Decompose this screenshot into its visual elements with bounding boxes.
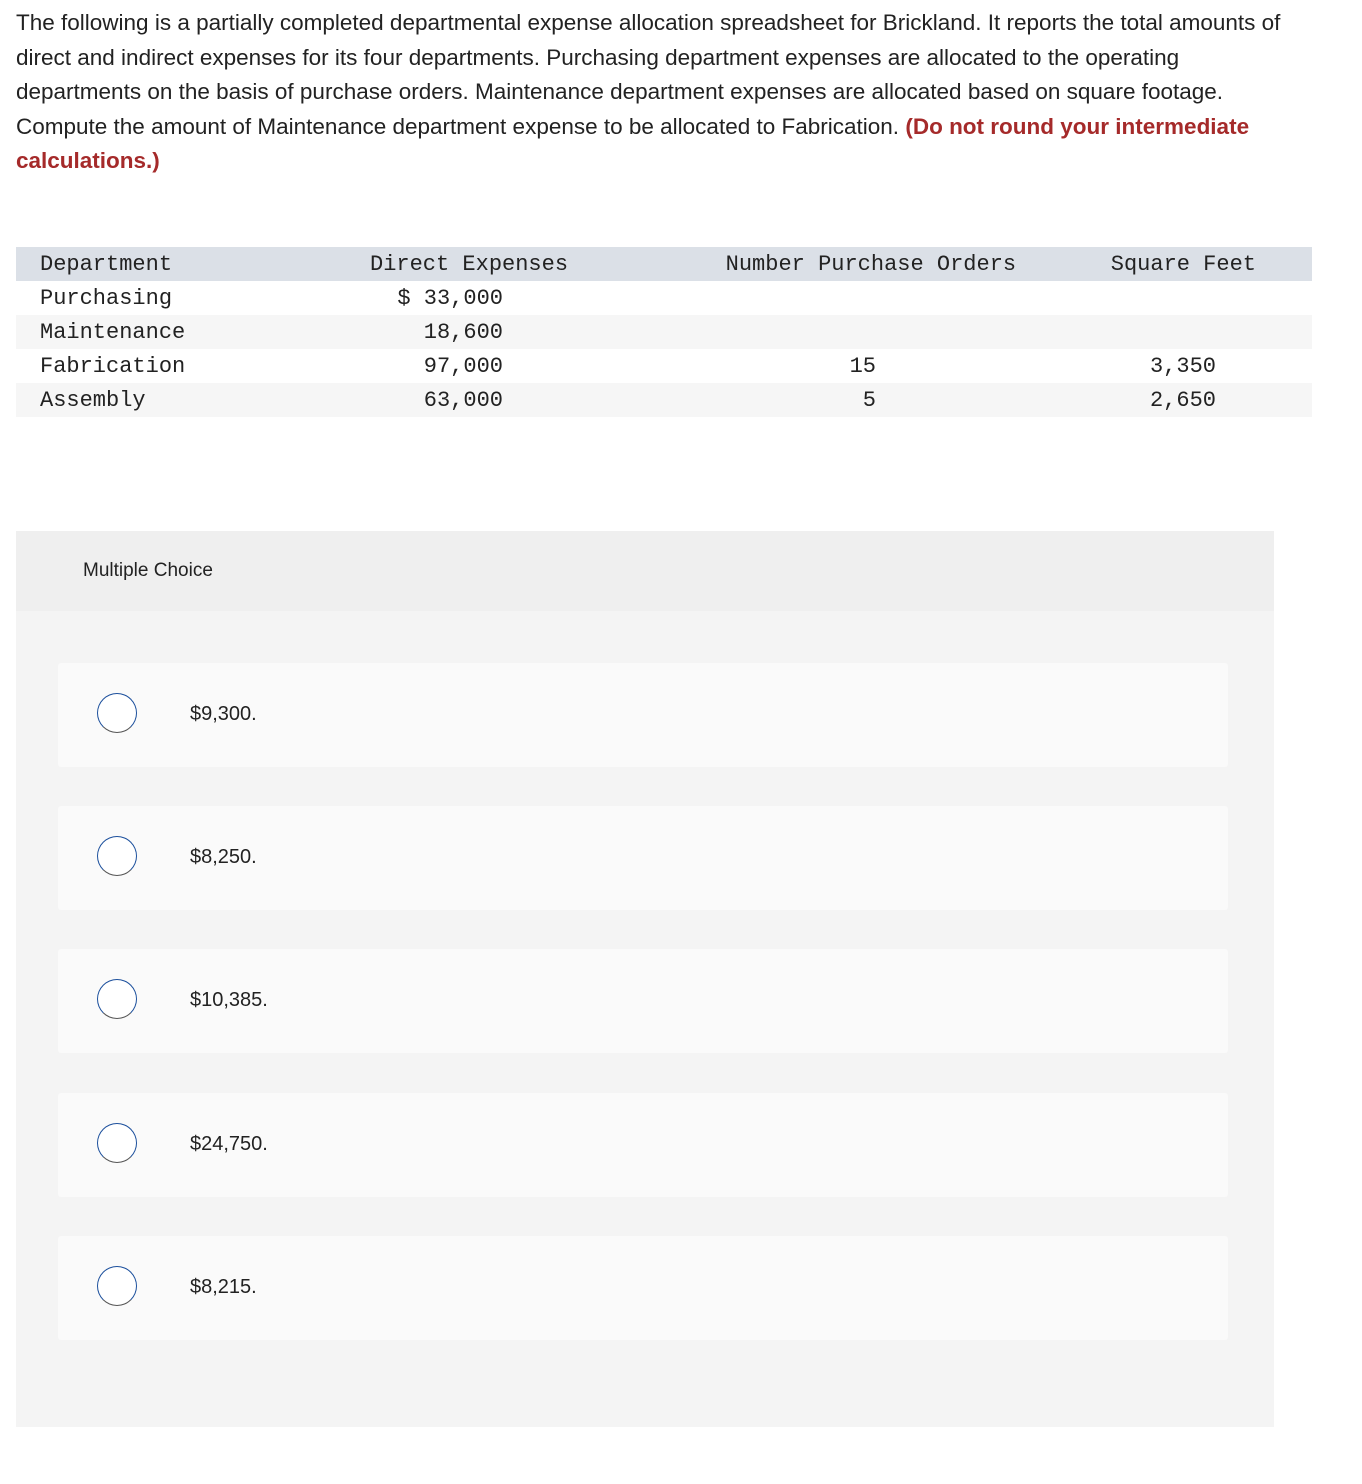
- question-body: The following is a partially completed departmental expense allocation spreadsheet for Brickland. It reports the total amounts of direct and indirect expenses for its four departments. Purchasing department expenses are allocated to the operating departments on the basis of purchase orders. Maintenance department expenses are allocated based on square footage. Compute the amount of Maintenance department expense to be allocated to Fabrication.: [16, 10, 1281, 139]
- choice-label: $9,300.: [190, 703, 257, 725]
- choice-label: $8,250.: [190, 846, 257, 868]
- multiple-choice-header: [16, 531, 1274, 611]
- choice-option-3[interactable]: [58, 949, 1228, 1053]
- direct-expenses-value: 97,000: [423, 353, 503, 379]
- question-text: [16, 6, 1306, 179]
- question-emphasis: (Do not round your intermediate calculations.): [16, 113, 1250, 173]
- radio-button[interactable]: [97, 836, 137, 876]
- table-row: [16, 349, 1312, 383]
- cell-department: Purchasing: [40, 285, 173, 311]
- header-department: Department: [40, 251, 173, 277]
- choice-option-2[interactable]: [58, 806, 1228, 910]
- cell-purchase-orders: [686, 281, 1056, 315]
- cell-purchase-orders: [686, 349, 1056, 383]
- cell-square-feet: 2,650: [1149, 387, 1216, 413]
- direct-expenses-value: 18,600: [423, 319, 503, 345]
- radio-button[interactable]: [97, 693, 137, 733]
- expense-table: [16, 247, 1312, 417]
- choice-label: $8,215.: [190, 1276, 257, 1298]
- multiple-choice-title: Multiple Choice: [83, 560, 213, 581]
- multiple-choice-panel: [16, 531, 1274, 1427]
- cell-direct-expenses: [340, 315, 686, 349]
- direct-expenses-value: 63,000: [423, 387, 503, 413]
- table-header-row: [16, 247, 1312, 281]
- header-square-feet: Square Feet: [1110, 251, 1256, 277]
- radio-button[interactable]: [97, 1266, 137, 1306]
- choice-label: $24,750.: [190, 1133, 268, 1155]
- header-purchase-orders: Number Purchase Orders: [725, 251, 1017, 277]
- table-row: [16, 383, 1312, 417]
- cell-department: Maintenance: [40, 319, 186, 345]
- cell-square-feet: [1056, 315, 1312, 349]
- cell-purchase-orders: [686, 383, 1056, 417]
- cell-square-feet: 3,350: [1149, 353, 1216, 379]
- purchase-orders-value: 15: [849, 353, 876, 379]
- radio-button[interactable]: [97, 979, 137, 1019]
- cell-direct-expenses: [340, 349, 686, 383]
- direct-expenses-value: $ 33,000: [397, 285, 503, 311]
- cell-square-feet: [1056, 281, 1312, 315]
- cell-department: Fabrication: [40, 353, 186, 379]
- choice-option-5[interactable]: [58, 1236, 1228, 1340]
- cell-direct-expenses: [340, 383, 686, 417]
- purchase-orders-value: 5: [862, 387, 876, 413]
- table-row: [16, 281, 1312, 315]
- header-direct-expenses: Direct Expenses: [370, 251, 569, 277]
- cell-purchase-orders: [686, 315, 1056, 349]
- radio-button[interactable]: [97, 1123, 137, 1163]
- choice-option-1[interactable]: [58, 663, 1228, 767]
- cell-department: Assembly: [40, 387, 146, 413]
- table-row: [16, 315, 1312, 349]
- choice-label: $10,385.: [190, 989, 268, 1011]
- choice-option-4[interactable]: [58, 1093, 1228, 1197]
- cell-direct-expenses: [340, 281, 686, 315]
